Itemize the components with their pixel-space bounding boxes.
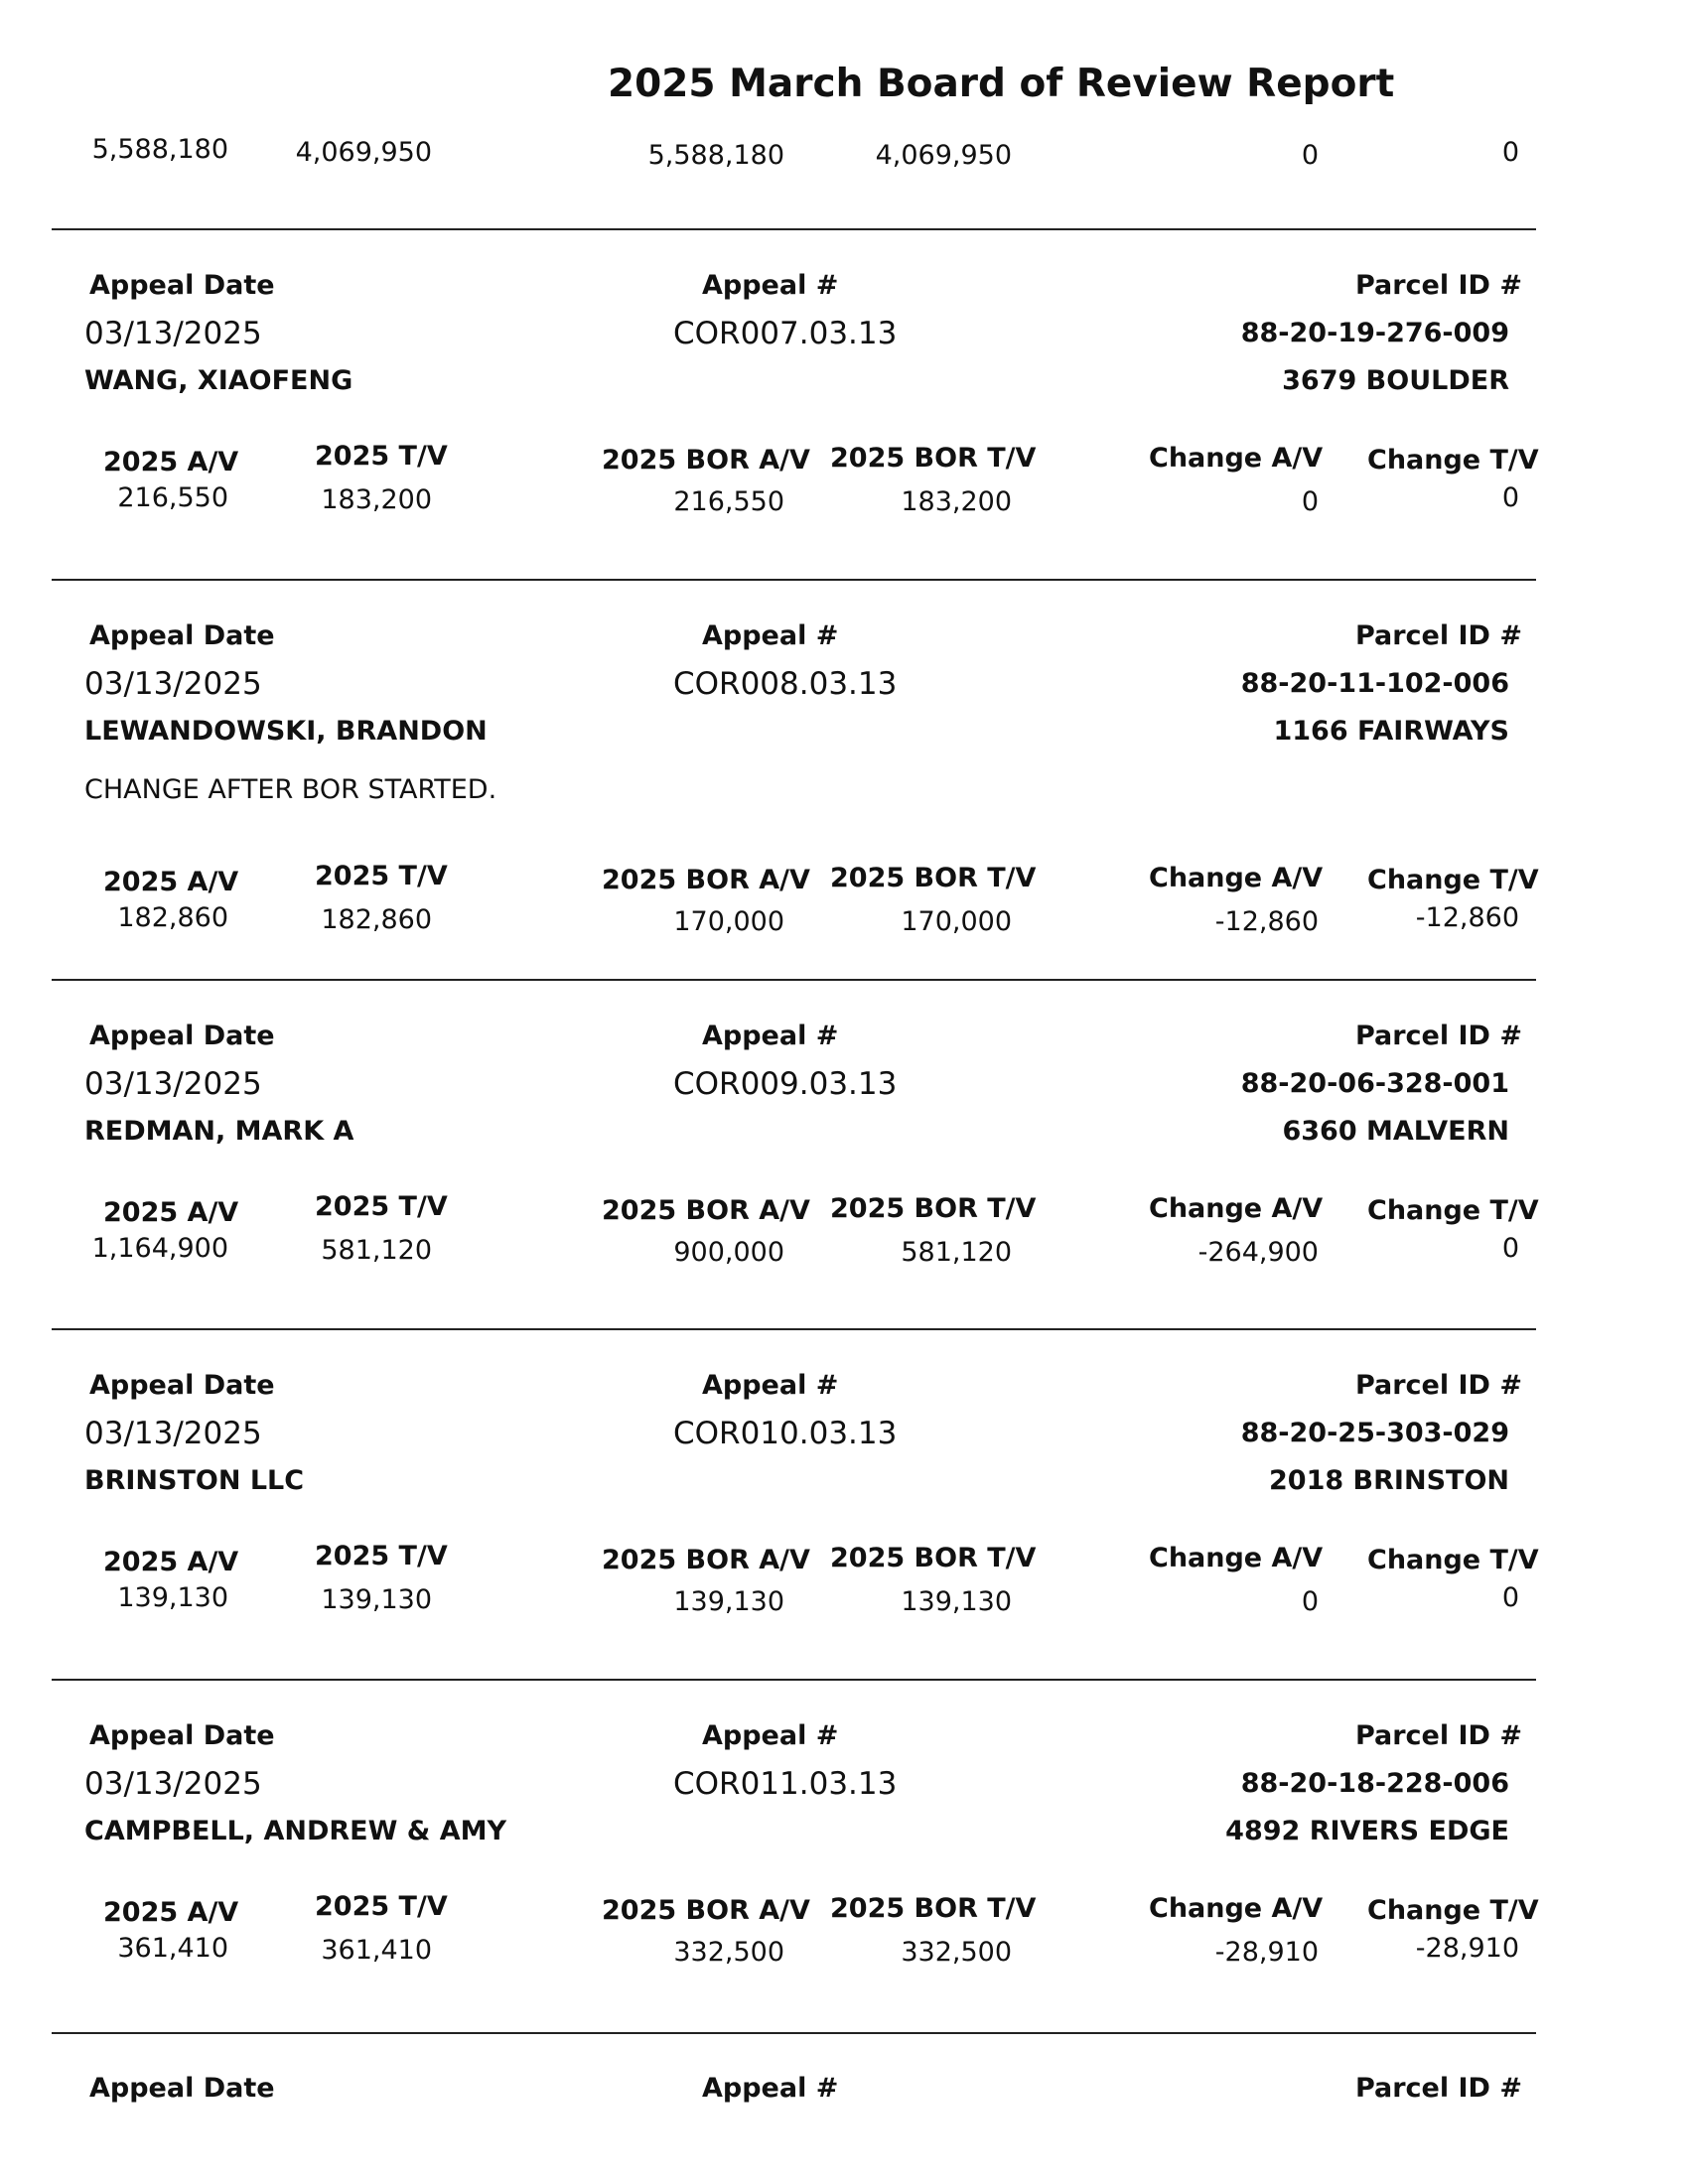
appeal-date-header: Appeal Date: [89, 270, 275, 301]
appeal-date-header: Appeal Date: [89, 1021, 275, 1051]
av-value: 1,164,900: [91, 1233, 228, 1264]
change-tv-header: Change T/V: [1367, 1895, 1539, 1926]
owner-name: LEWANDOWSKI, BRANDON: [84, 716, 488, 747]
appeal-number-header: Appeal #: [702, 620, 839, 651]
bor-av-header: 2025 BOR A/V: [602, 1195, 810, 1226]
bor-av-value: 170,000: [673, 906, 784, 937]
change-tv-header: Change T/V: [1367, 865, 1539, 895]
change-av-value: -264,900: [1197, 1237, 1319, 1268]
carryover-av: 5,588,180: [91, 134, 228, 165]
bor-tv-value: 581,120: [901, 1237, 1012, 1268]
appeal-date: 03/13/2025: [84, 1066, 262, 1102]
appeal-date: 03/13/2025: [84, 666, 262, 702]
bor-tv-header: 2025 BOR T/V: [830, 443, 1037, 474]
record-divider: [52, 579, 1536, 581]
tv-value: 581,120: [321, 1235, 432, 1266]
tv-header: 2025 T/V: [315, 1541, 448, 1571]
appeal-number-header: Appeal #: [702, 270, 839, 301]
bor-av-value: 332,500: [673, 1937, 784, 1968]
av-value: 361,410: [117, 1933, 228, 1964]
appeal-date: 03/13/2025: [84, 1766, 262, 1802]
record-divider: [52, 979, 1536, 981]
change-av-header: Change A/V: [1149, 1543, 1324, 1573]
appeal-number: COR011.03.13: [673, 1766, 898, 1802]
bor-tv-value: 183,200: [901, 486, 1012, 517]
appeal-number-header: Appeal #: [702, 1370, 839, 1401]
parcel-id: 88-20-19-276-009: [1240, 318, 1509, 348]
property-address: 6360 MALVERN: [1282, 1116, 1509, 1147]
av-header: 2025 A/V: [103, 867, 239, 897]
record-divider: [52, 228, 1536, 230]
owner-name: REDMAN, MARK A: [84, 1116, 354, 1147]
change-tv-value: 0: [1501, 482, 1519, 513]
change-av-value: 0: [1301, 486, 1319, 517]
owner-name: CAMPBELL, ANDREW & AMY: [84, 1816, 507, 1846]
change-tv-header: Change T/V: [1367, 445, 1539, 476]
appeal-date-header: Appeal Date: [89, 1370, 275, 1401]
parcel-id-header: Parcel ID #: [1354, 620, 1522, 651]
carryover-bor-av: 5,588,180: [647, 140, 784, 171]
bor-av-value: 216,550: [673, 486, 784, 517]
change-tv-value: 0: [1501, 1233, 1519, 1264]
carryover-change-av: 0: [1301, 140, 1319, 171]
bor-tv-header: 2025 BOR T/V: [830, 863, 1037, 893]
av-header: 2025 A/V: [103, 447, 239, 478]
appeal-number-header: Appeal #: [702, 1720, 839, 1751]
property-address: 2018 BRINSTON: [1269, 1465, 1509, 1496]
change-av-header: Change A/V: [1149, 1193, 1324, 1224]
parcel-id-header: Parcel ID #: [1354, 270, 1522, 301]
appeal-date-header: Appeal Date: [89, 620, 275, 651]
report-title: 2025 March Board of Review Report: [608, 62, 1395, 106]
parcel-id: 88-20-25-303-029: [1240, 1418, 1509, 1448]
tv-value: 183,200: [321, 484, 432, 515]
change-av-value: 0: [1301, 1586, 1319, 1617]
property-address: 4892 RIVERS EDGE: [1225, 1816, 1509, 1846]
bor-tv-header: 2025 BOR T/V: [830, 1193, 1037, 1224]
appeal-number-header: Appeal #: [702, 2073, 839, 2104]
record-divider: [52, 1328, 1536, 1330]
parcel-id-header: Parcel ID #: [1354, 2073, 1522, 2104]
property-address: 1166 FAIRWAYS: [1273, 716, 1509, 747]
appeal-date: 03/13/2025: [84, 1416, 262, 1451]
parcel-id: 88-20-11-102-006: [1240, 668, 1509, 699]
appeal-date: 03/13/2025: [84, 316, 262, 351]
change-tv-value: -12,860: [1415, 902, 1519, 933]
parcel-id: 88-20-06-328-001: [1240, 1068, 1509, 1099]
bor-av-value: 900,000: [673, 1237, 784, 1268]
change-av-header: Change A/V: [1149, 863, 1324, 893]
av-header: 2025 A/V: [103, 1547, 239, 1577]
carryover-bor-tv: 4,069,950: [875, 140, 1012, 171]
av-value: 216,550: [117, 482, 228, 513]
change-av-value: -12,860: [1214, 906, 1319, 937]
change-tv-value: -28,910: [1415, 1933, 1519, 1964]
av-value: 139,130: [117, 1582, 228, 1613]
parcel-id-header: Parcel ID #: [1354, 1720, 1522, 1751]
appeal-number: COR007.03.13: [673, 316, 898, 351]
change-av-header: Change A/V: [1149, 1893, 1324, 1924]
appeal-number: COR010.03.13: [673, 1416, 898, 1451]
record-divider: [52, 1679, 1536, 1681]
bor-av-header: 2025 BOR A/V: [602, 445, 810, 476]
bor-tv-header: 2025 BOR T/V: [830, 1543, 1037, 1573]
tv-header: 2025 T/V: [315, 441, 448, 472]
av-value: 182,860: [117, 902, 228, 933]
appeal-note: CHANGE AFTER BOR STARTED.: [84, 774, 497, 805]
appeal-number-header: Appeal #: [702, 1021, 839, 1051]
appeal-date-header: Appeal Date: [89, 1720, 275, 1751]
bor-tv-value: 139,130: [901, 1586, 1012, 1617]
change-av-value: -28,910: [1214, 1937, 1319, 1968]
bor-tv-value: 332,500: [901, 1937, 1012, 1968]
av-header: 2025 A/V: [103, 1197, 239, 1228]
bor-av-header: 2025 BOR A/V: [602, 1895, 810, 1926]
av-header: 2025 A/V: [103, 1897, 239, 1928]
change-av-header: Change A/V: [1149, 443, 1324, 474]
bor-av-header: 2025 BOR A/V: [602, 865, 810, 895]
owner-name: BRINSTON LLC: [84, 1465, 305, 1496]
bor-tv-header: 2025 BOR T/V: [830, 1893, 1037, 1924]
tv-value: 139,130: [321, 1584, 432, 1615]
change-tv-header: Change T/V: [1367, 1545, 1539, 1575]
tv-header: 2025 T/V: [315, 1191, 448, 1222]
appeal-number: COR009.03.13: [673, 1066, 898, 1102]
change-tv-value: 0: [1501, 1582, 1519, 1613]
owner-name: WANG, XIAOFENG: [84, 365, 353, 396]
parcel-id-header: Parcel ID #: [1354, 1370, 1522, 1401]
tv-header: 2025 T/V: [315, 1891, 448, 1922]
bor-av-value: 139,130: [673, 1586, 784, 1617]
tv-value: 182,860: [321, 904, 432, 935]
bor-av-header: 2025 BOR A/V: [602, 1545, 810, 1575]
section-divider: [52, 2032, 1536, 2034]
tv-value: 361,410: [321, 1935, 432, 1966]
parcel-id-header: Parcel ID #: [1354, 1021, 1522, 1051]
appeal-number: COR008.03.13: [673, 666, 898, 702]
carryover-change-tv: 0: [1501, 137, 1519, 168]
parcel-id: 88-20-18-228-006: [1240, 1768, 1509, 1799]
property-address: 3679 BOULDER: [1282, 365, 1509, 396]
bor-tv-value: 170,000: [901, 906, 1012, 937]
change-tv-header: Change T/V: [1367, 1195, 1539, 1226]
tv-header: 2025 T/V: [315, 861, 448, 891]
appeal-date-header: Appeal Date: [89, 2073, 275, 2104]
carryover-tv: 4,069,950: [295, 137, 432, 168]
